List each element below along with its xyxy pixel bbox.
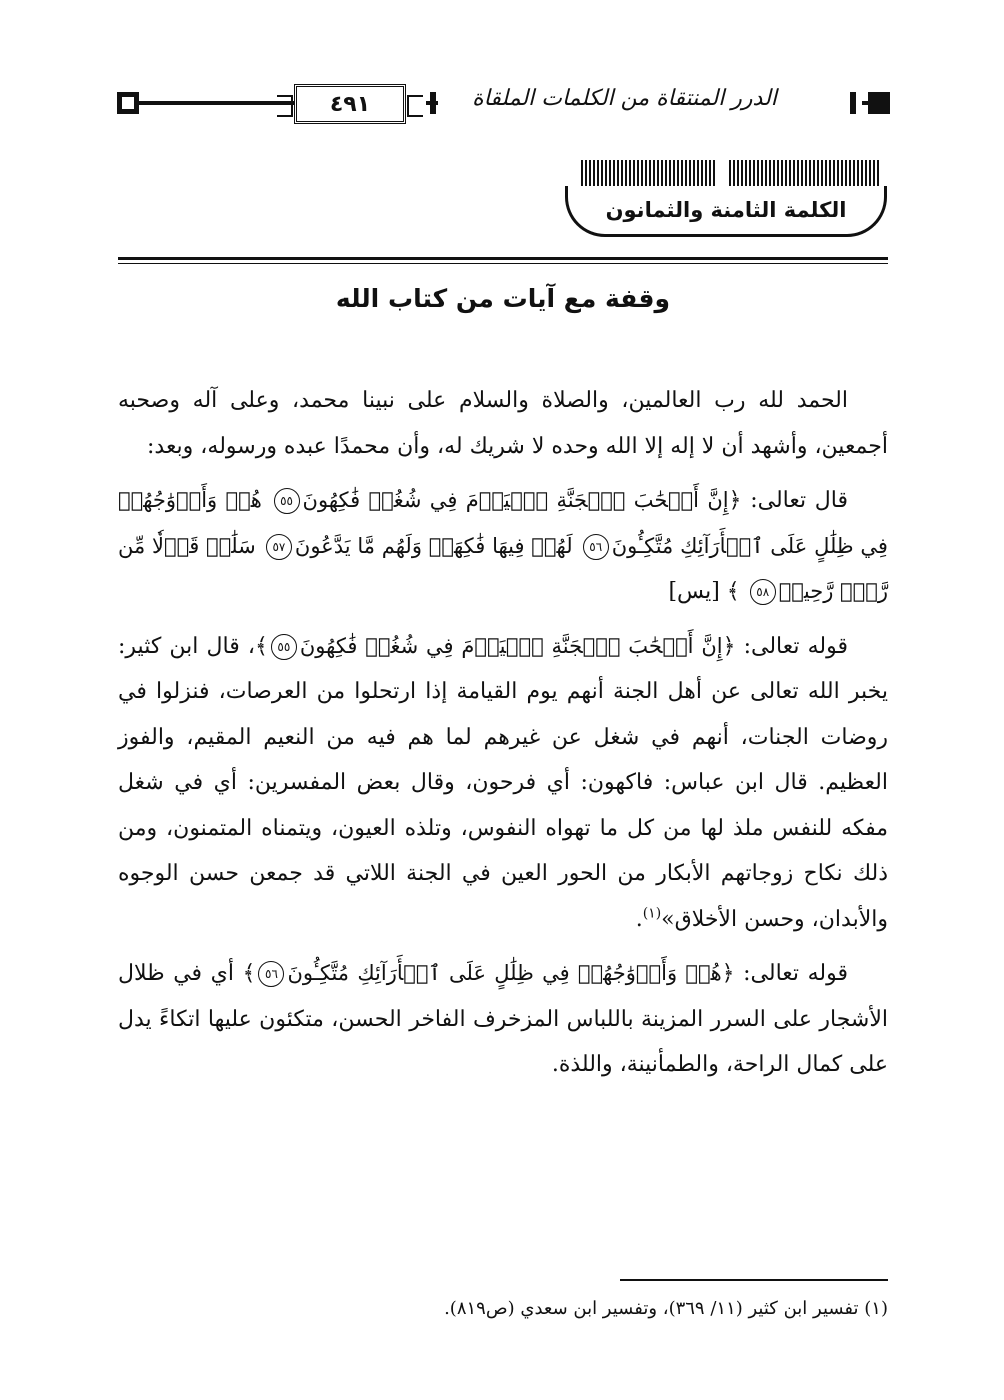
page-number: ٤٩١ — [329, 91, 371, 117]
tafsir-commentary: ﴾ أي في ظلال الأشجار على السرر المزينة باللباس المزخرف الفاخر الحسن، متكئون عليها اتكاءً يدل على كمال الراحة، والطمأنينة، واللذة. — [118, 961, 888, 1077]
tafsir-ibn-kathir: ﴾، قال ابن كثير: يخبر الله تعالى عن أهل الجنة أنهم يوم القيامة إذا ارتحلوا من العرصات، فنزلوا في روضات الجنات، أنهم في شغل عن غيرهم لما هم فيه من النعيم المقيم، والفوز العظيم. قال ابن عباس: فاكهون: أي فرحون، وقال بعض المفسرين: أي في شغل مفكه للنفس ملذ لها من كل ما تهواه النفوس، وتلذه العيون، ويتمناه المتمنون، ومن ذلك نكاح زوجاتهم الأبكار من الحور العين في الجنة اللاتي قد جمعن حسن الوجوه والأبدان، وحسن الأخلاق» — [118, 633, 888, 932]
divider-thin — [118, 263, 888, 264]
ayah-marker-58: ٥٨ — [750, 579, 776, 605]
ayah-marker-55-quote: ٥٥ — [271, 634, 297, 660]
header-tick-left — [430, 92, 436, 114]
verse-56-quote: هُمۡ وَأَزۡوَٰجُهُمۡ فِي ظِلَٰلٍ عَلَى ٱلۡأَرَآئِكِ مُتَّكِـُٔونَ — [287, 961, 722, 985]
verse-58: سَلَٰمٞ قَوۡلٗا مِّن رَّبّٖ رَّحِيمٖ — [118, 533, 888, 603]
page-header — [112, 82, 890, 126]
verse-57: لَهُمۡ فِيهَا فَٰكِهَةٞ وَلَهُم مَّا يَدَّعُونَ — [294, 533, 573, 558]
header-rule-left — [139, 101, 294, 105]
divider-thick — [118, 257, 888, 260]
running-title: الدرر المنتقاة من الكلمات الملقاة — [472, 86, 777, 111]
paragraph-1: الحمد لله رب العالمين، والصلاة والسلام على نبينا محمد، وعلى آله وصحبه أجمعين، وأشهد أن لا إله إلا الله وحده لا شريك له، وأن محمدًا عبده ورسوله، وبعد: — [118, 388, 888, 459]
chapter-heading-box — [565, 148, 887, 240]
footnote-reference[interactable]: (١) — [642, 905, 662, 922]
chapter-title: الكلمة الثامنة والثمانون — [605, 198, 847, 222]
verse-56: هُمۡ وَأَزۡوَٰجُهُمۡ فِي ظِلَٰلٍ عَلَى ٱلۡأَرَآئِكِ مُتَّكِـُٔونَ — [118, 488, 888, 558]
header-tick-right — [850, 92, 856, 114]
verse-55-quote: إِنَّ أَصۡحَٰبَ ٱلۡجَنَّةِ ٱلۡيَوۡمَ فِي شُغُلٖ فَٰكِهُونَ — [299, 633, 723, 658]
chapter-frame — [565, 186, 887, 237]
paragraph-3: قوله تعالى: ﴿إِنَّ أَصۡحَٰبَ ٱلۡجَنَّةِ ٱلۡيَوۡمَ فِي شُغُلٖ فَٰكِهُونَ٥٥﴾، قال ابن كثير: يخبر الله تعالى عن أهل الجنة أنهم يوم القيامة إذا ارتحلوا من العرصات، فنزلوا في روضات الجنات، أنهم في شغل عن غيرهم لما هم فيه من النعيم المقيم، والفوز العظيم. قال ابن عباس: فاكهون: أي فرحون، وقال بعض المفسرين: أي في شغل مفكه للنفس ملذ لها من كل ما تهواه النفوس، وتلذه العيون، ويتمناه المتمنون، ومن ذلك نكاح زوجاتهم الأبكار من الحور العين في الجنة اللاتي قد جمعن حسن الوجوه والأبدان، وحسن الأخلاق»$^{(١)}$. — [118, 633, 888, 932]
footnote-divider — [620, 1279, 888, 1281]
decorative-bars — [581, 148, 879, 188]
main-title: وقفة مع آيات من كتاب الله — [335, 284, 671, 313]
surah-reference: ﴾ [يس] — [668, 579, 740, 604]
footnote: (١) تفسير ابن كثير (١١/ ٣٦٩)، وتفسير ابن سعدي (ص٨١٩). — [444, 1298, 888, 1319]
body-text — [118, 378, 888, 1097]
paragraph-4: قوله تعالى: ﴿هُمۡ وَأَزۡوَٰجُهُمۡ فِي ظِلَٰلٍ عَلَى ٱلۡأَرَآئِكِ مُتَّكِـُٔونَ٥٦﴾ أي في ظلال الأشجار على السرر المزينة باللباس المزخرف الفاخر الحسن، متكئون عليها اتكاءً يدل على كمال الراحة، والطمأنينة، واللذة. — [118, 961, 888, 1077]
ayah-marker-56: ٥٦ — [583, 534, 609, 560]
ornament-square-left — [117, 92, 139, 114]
ornament-square-right — [868, 92, 890, 114]
ayah-marker-56-quote: ٥٦ — [258, 961, 284, 987]
paragraph-2: قال تعالى: ﴿إِنَّ أَصۡحَٰبَ ٱلۡجَنَّةِ ٱلۡيَوۡمَ فِي شُغُلٖ فَٰكِهُونَ٥٥ هُمۡ وَأَزۡوَٰجُهُمۡ فِي ظِلَٰلٍ عَلَى ٱلۡأَرَآئِكِ مُتَّكِـُٔونَ٥٦ لَهُمۡ فِيهَا فَٰكِهَةٞ وَلَهُم مَّا يَدَّعُونَ٥٧ سَلَٰمٞ قَوۡلٗا مِّن رَّبّٖ رَّحِيمٖ٥٨ ﴾ [يس] — [118, 488, 888, 604]
verse-55: إِنَّ أَصۡحَٰبَ ٱلۡجَنَّةِ ٱلۡيَوۡمَ فِي شُغُلٖ فَٰكِهُونَ — [302, 488, 729, 512]
ayah-marker-55: ٥٥ — [274, 488, 300, 514]
ayah-marker-57: ٥٧ — [266, 534, 292, 560]
page-number-frame — [294, 84, 406, 124]
